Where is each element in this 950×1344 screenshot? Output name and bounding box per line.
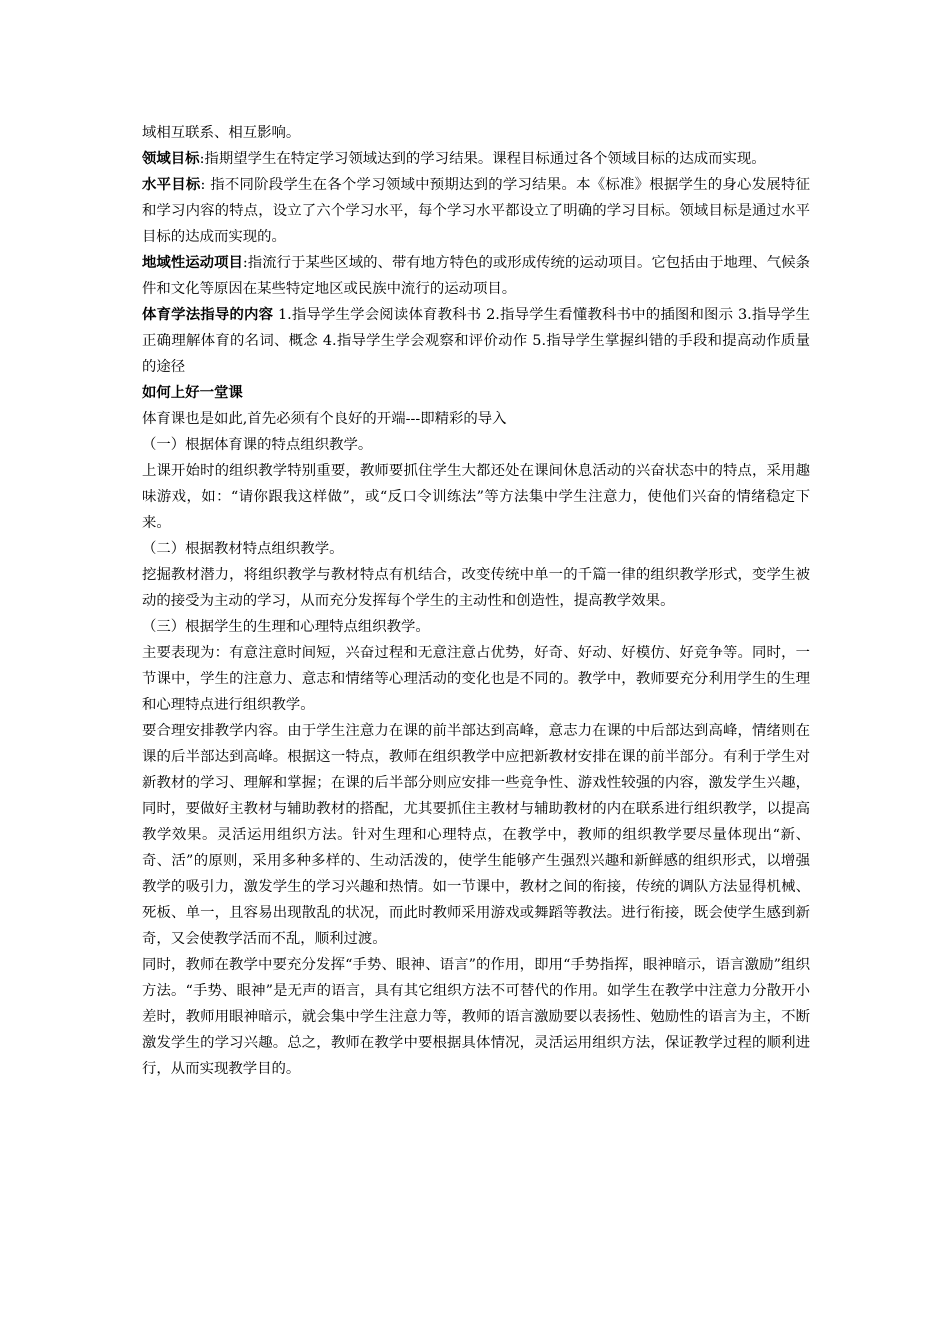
paragraph-text: :指流行于某些区域的、带有地方特色的或形成传统的运动项目。它包括由于地理、气候条件和文化等原因在某些特定地区或民族中流行的运动项目。 (142, 255, 810, 297)
body-paragraph: 体育课也是如此,首先必须有个良好的开端---即精彩的导入 (142, 411, 507, 427)
term-level-goal: 水平目标 (142, 177, 201, 193)
paragraph-level-goal (142, 172, 810, 250)
paragraph-text: : 指不同阶段学生在各个学习领域中预期达到的学习结果。本《标准》根据学生的身心发展特征和学习内容的特点，设立了六个学习水平，每个学习水平都设立了明确的学习目标。领域目标是通过水平目标的达成而实现的。 (142, 177, 810, 245)
subheading-two: （二）根据教材特点组织教学。 (142, 541, 344, 557)
paragraph-domain-goal (142, 146, 810, 172)
paragraph-regional-sport (142, 250, 810, 302)
term-study-guidance: 体育学法指导的内容 (142, 307, 274, 323)
paragraph-text: 域相互联系、相互影响。 (142, 125, 301, 141)
body-paragraph: 同时，教师在教学中要充分发挥“手势、眼神、语言”的作用，即用“手势指挥，眼神暗示，语言激励”组织方法。“手势、眼神”是无声的语言，具有其它组织方法不可替代的作用。如学生在教学中注意力分散开小差时，教师用眼神暗示，就会集中学生注意力等，教师的语言激励要以表扬性、勉励性的语言为主，不断激发学生的学习兴趣。总之，教师在教学中要根据具体情况，灵活运用组织方法，保证教学过程的顺利进行，从而实现教学目的。 (142, 957, 810, 1077)
body-paragraph: 要合理安排教学内容。由于学生注意力在课的前半部达到高峰，意志力在课的中后部达到高峰，情绪则在课的后半部达到高峰。根据这一特点，教师在组织教学中应把新教材安排在课的前半部分。有利于学生对新教材的学习、理解和掌握；在课的后半部分则应安排一些竞争性、游戏性较强的内容，激发学生兴趣，同时，要做好主教材与辅助教材的搭配，尤其要抓住主教材与辅助教材的内在联系进行组织教学，以提高教学效果。灵活运用组织方法。针对生理和心理特点，在教学中，教师的组织教学要尽量体现出“新、奇、活”的原则，采用多种多样的、生动活泼的，使学生能够产生强烈兴趣和新鲜感的组织形式，以增强教学的吸引力，激发学生的学习兴趣和热情。如一节课中，教材之间的衔接，传统的调队方法显得机械、死板、单一，且容易出现散乱的状况，而此时教师采用游戏或舞蹈等教法。进行衔接，既会使学生感到新奇，又会使教学活而不乱，顺利过渡。 (142, 723, 810, 947)
term-domain-goal: 领域目标 (142, 151, 200, 167)
subheading-three: （三）根据学生的生理和心理特点组织教学。 (142, 619, 430, 635)
document-page (142, 120, 810, 1082)
body-paragraph: 挖掘教材潜力，将组织教学与教材特点有机结合，改变传统中单一的千篇一律的组织教学形式，变学生被动的接受为主动的学习，从而充分发挥每个学生的主动性和创造性，提高教学效果。 (142, 567, 810, 609)
paragraph-text: 1.指导学生学会阅读体育教科书 2.指导学生看懂教科书中的插图和图示 3.指导学生正确理解体育的名词、概念 4.指导学生学会观察和评价动作 5.指导学生掌握纠错的手段和提高动作质量的途径 (142, 307, 810, 375)
section-heading: 如何上好一堂课 (142, 385, 243, 401)
body-paragraph: 上课开始时的组织教学特别重要，教师要抓住学生大都还处在课间休息活动的兴奋状态中的特点，采用趣味游戏，如：“请你跟我这样做”，或“反口令训练法”等方法集中学生注意力，使他们兴奋的情绪稳定下来。 (142, 463, 810, 531)
paragraph-study-guidance (142, 302, 810, 380)
subheading-one: （一）根据体育课的特点组织教学。 (142, 437, 373, 453)
body-paragraph: 主要表现为：有意注意时间短，兴奋过程和无意注意占优势，好奇、好动、好模仿、好竞争等。同时，一节课中，学生的注意力、意志和情绪等心理活动的变化也是不同的。教学中，教师要充分利用学生的生理和心理特点进行组织教学。 (142, 645, 810, 713)
paragraph-intro (142, 120, 810, 146)
paragraph-text: :指期望学生在特定学习领域达到的学习结果。课程目标通过各个领域目标的达成而实现。 (199, 151, 766, 167)
term-regional-sport: 地域性运动项目 (142, 255, 243, 271)
